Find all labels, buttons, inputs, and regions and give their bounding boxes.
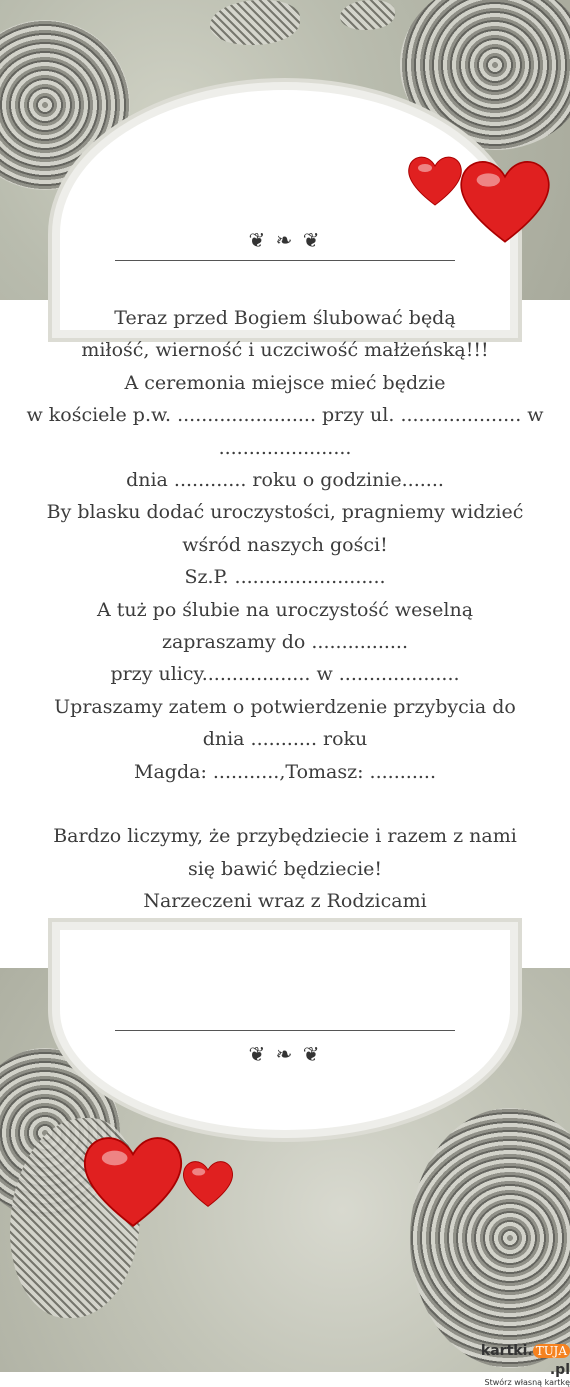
invitation-line: Sz.P. ......................... xyxy=(184,566,386,589)
invitation-line: przy ulicy.................. w .................... xyxy=(110,663,460,686)
invitation-line: Bardzo liczymy, że przybędziecie i razem z nami xyxy=(53,825,517,848)
rose-illustration-bottom-right xyxy=(410,1108,570,1368)
invitation-line: By blasku dodać uroczystości, pragniemy widzieć xyxy=(46,501,524,524)
invitation-line: wśród naszych gości! xyxy=(182,533,388,556)
invitation-line: dnia ........... roku xyxy=(202,728,368,751)
invitation-line: Magda: ...........,Tomasz: ........... xyxy=(134,760,436,783)
logo-badge: TUJA xyxy=(533,1344,570,1358)
butterfly-illustration-top xyxy=(210,0,300,45)
spacer xyxy=(0,788,570,820)
invitation-line: się bawić będziecie! xyxy=(187,857,383,880)
divider-top xyxy=(115,260,455,261)
scroll-ornament-icon-top: ❦ ❧ ❦ xyxy=(248,228,322,252)
heart-icon-large-bottom xyxy=(78,1125,188,1235)
heart-icon-large-top xyxy=(455,150,555,250)
dragonfly-illustration-top xyxy=(340,0,395,30)
logo-tagline: Stwórz własną kartkę xyxy=(484,1378,570,1387)
invitation-line: A tuż po ślubie na uroczystość weselną xyxy=(96,598,474,621)
site-logo[interactable] xyxy=(462,1340,570,1387)
invitation-line: Narzeczeni wraz z Rodzicami xyxy=(143,889,427,912)
invitation-line: Teraz przed Bogiem ślubować będą xyxy=(114,307,456,329)
divider-bottom xyxy=(115,1030,455,1031)
invitation-line: w kościele p.w. ....................... przy ul. .................... w xyxy=(26,404,544,427)
invitation-line: miłość, wierność i uczciwość małżeńską!!! xyxy=(81,339,489,362)
invitation-line: dnia ............ roku o godzinie....... xyxy=(126,469,444,492)
heart-icon-small-bottom xyxy=(180,1155,236,1211)
invitation-line: zapraszamy do ................ xyxy=(161,631,409,654)
scroll-ornament-icon-bottom: ❦ ❧ ❦ xyxy=(248,1042,322,1066)
logo-suffix: .pl xyxy=(549,1362,570,1378)
invitation-text xyxy=(0,302,570,917)
invitation-line: A ceremonia miejsce mieć będzie xyxy=(124,371,446,394)
invitation-line: Upraszamy zatem o potwierdzenie przybycia do xyxy=(54,695,516,718)
logo-brand: kartki. xyxy=(480,1343,533,1359)
invitation-line: ...................... xyxy=(218,436,352,459)
